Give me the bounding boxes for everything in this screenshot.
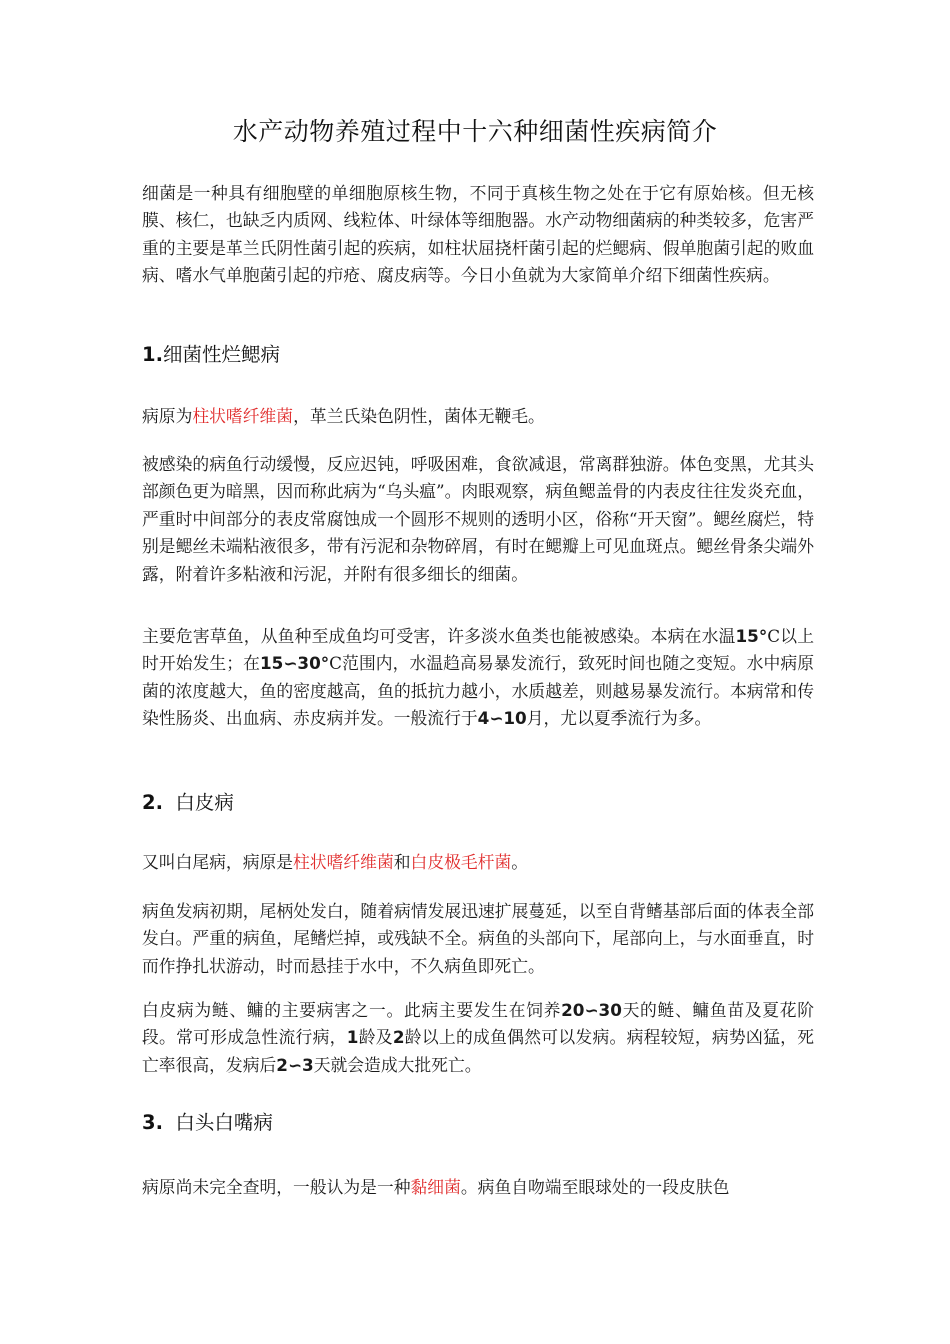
text-segment: C以上时开始发生；在 (142, 626, 814, 674)
number-segment: 15° (735, 626, 768, 646)
document-title: 水产动物养殖过程中十六种细菌性疾病简介 (232, 117, 718, 146)
text-segment: 天就会造成大批死亡。 (313, 1054, 482, 1075)
section-1-pathogen-paragraph (142, 403, 814, 430)
section-1-title: 细菌性烂鳃病 (162, 343, 280, 366)
text-segment: 又叫白尾病，病原是 (142, 852, 294, 872)
section-3-title: 白头白嘴病 (175, 1111, 273, 1134)
section-2-heading (142, 788, 814, 818)
text-segment: 。 (511, 852, 529, 872)
text-segment: 病原尚未完全查明，一般认为是一种 (142, 1177, 411, 1197)
section-2-pathogen-paragraph (142, 849, 814, 876)
section-2-number: 2. (142, 791, 163, 814)
number-segment: 2 (392, 1027, 405, 1048)
section-1-epidemiology-paragraph (142, 623, 814, 733)
text-segment: 和 (393, 852, 411, 872)
text-segment: 主要危害草鱼，从鱼种至成鱼均可受害，许多淡水鱼类也能被感染。本病在水温 (142, 626, 736, 646)
text-segment: 龄以上的成鱼偶然可以发病。病程较短，病势凶猛，死亡率很高，发病后 (142, 1027, 814, 1075)
section-2-title: 白皮病 (175, 791, 234, 814)
text-segment: 白皮病为鲢、鳙的主要病害之一。此病主要发生在饲养 (142, 1000, 562, 1020)
text-segment: 月，尤以夏季流行为多。 (526, 708, 712, 729)
section-1-heading (142, 340, 814, 370)
text-segment: 龄及 (358, 1027, 393, 1048)
number-segment: 2∽3 (276, 1054, 314, 1075)
number-segment: 4∽10 (477, 708, 527, 729)
text-segment: 天的鲢、鳙鱼苗及夏花阶段。常可形成急性流行病， (142, 1000, 814, 1048)
number-segment: 20∽30 (561, 1000, 622, 1020)
pathogen-highlight: 柱状嗜纤维菌 (192, 406, 294, 426)
section-1-number: 1. (142, 343, 163, 366)
section-2-epidemiology-paragraph (142, 997, 814, 1079)
section-3-number: 3. (142, 1111, 163, 1134)
pathogen-highlight: 柱状嗜纤维菌 (293, 852, 394, 872)
pathogen-highlight: 白皮极毛杆菌 (410, 852, 512, 872)
section-3-pathogen-paragraph (142, 1174, 814, 1201)
text-segment: 病原为 (142, 406, 193, 426)
text-segment: 。病鱼自吻端至眼球处的一段皮肤色 (460, 1177, 730, 1197)
section-1-symptoms-paragraph: 被感染的病鱼行动缓慢，反应迟钝，呼吸困难，食欲减退，常离群独游。体色变黑，尤其头部颜色更为暗黑，因而称此病为“乌头瘟”。肉眼观察，病鱼鳃盖骨的内表皮往往发炎充血，严重时中间部分的表皮常腐蚀成一个圆形不规则的透明小区，俗称“开天窗”。鳃丝腐烂，特别是鳃丝未端粘液很多，带有污泥和杂物碎屑，有时在鳃瓣上可见血斑点。鳃丝骨条尖端外露，附着许多粘液和污泥，并附有很多细长的细菌。 (142, 454, 814, 584)
text-segment: ，革兰氏染色阴性，菌体无鞭毛。 (293, 406, 545, 426)
section-2-symptoms-paragraph: 病鱼发病初期，尾柄处发白，随着病情发展迅速扩展蔓延，以至自背鳍基部后面的体表全部发白。严重的病鱼，尾鳍烂掉，或残缺不全。病鱼的头部向下，尾部向上，与水面垂直，时而作挣扎状游动，时而悬挂于水中，不久病鱼即死亡。 (142, 901, 814, 976)
intro-paragraph: 细菌是一种具有细胞壁的单细胞原核生物，不同于真核生物之处在于它有原始核。但无核膜、核仁，也缺乏内质网、线粒体、叶绿体等细胞器。水产动物细菌病的种类较多，危害严重的主要是革兰氏阴性菌引起的疾病，如柱状屈挠杆菌引起的烂鳃病、假单胞菌引起的败血病、嗜水气单胞菌引起的疖疮、腐皮病等。今日小鱼就为大家简单介绍下细菌性疾病。 (142, 183, 814, 286)
pathogen-highlight: 黏细菌 (410, 1177, 461, 1197)
number-segment: 1 (346, 1027, 359, 1048)
number-segment: 15∽30° (260, 653, 330, 674)
section-3-heading (142, 1108, 814, 1138)
text-segment: C范围内，水温趋高易暴发流行，致死时间也随之变短。水中病原菌的浓度越大，鱼的密度越高，鱼的抵抗力越小，水质越差，则越易暴发流行。本病常和传染性肠炎、出血病、赤皮病并发。一般流行于 (142, 653, 814, 729)
